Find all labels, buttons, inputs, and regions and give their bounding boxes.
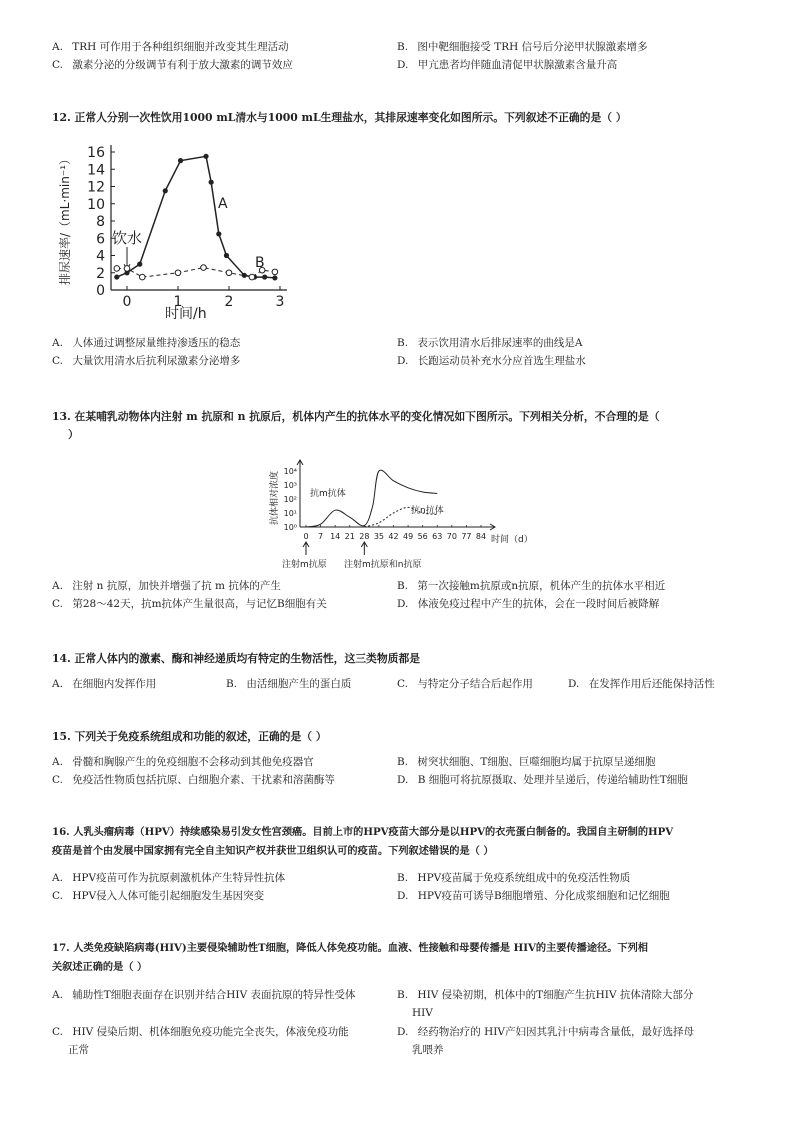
option-text: HIV 侵染后期、机体细胞免疫功能完全丧失，体液免疫功能 [72, 1026, 349, 1038]
q11-option-c [52, 58, 293, 72]
option-text: 图中靶细胞接受 TRH 信号后分泌甲状腺激素增多 [417, 41, 648, 53]
option-text: 大量饮用清水后抗利尿激素分泌增多 [72, 355, 241, 367]
q12-stem: 12. 正常人分别一次性饮用1000 mL清水与1000 mL生理盐水，其排尿速率变化如图所示。下列叙述不正确的是（ ） [52, 111, 627, 124]
option-letter: C. [52, 355, 63, 367]
option-letter: D. [397, 774, 409, 786]
option-text: TRH 可作用于各种组织细胞并改变其生理活动 [72, 41, 289, 53]
x-tick-label: 77 [461, 532, 472, 541]
series-A-point [224, 253, 229, 258]
arrow-label-mn: 注射m抗原和n抗原 [344, 560, 422, 570]
option-letter: B. [226, 678, 238, 690]
option-text: HPV疫苗可作为抗原刺激机体产生特异性抗体 [72, 872, 286, 884]
q16-option-b [397, 871, 630, 885]
x-tick-label: 35 [373, 532, 385, 541]
q13-stem-line2: ） [68, 428, 79, 441]
urine-rate-chart [55, 135, 295, 325]
q16-stem-line2: 疫苗是首个由发展中国家拥有完全自主知识产权并获世卫组织认可的疫苗。下列叙述错误的是（ ） [52, 845, 494, 857]
series-B-point [140, 274, 146, 280]
option-letter: D. [397, 1026, 409, 1038]
y-tick-label: 12 [87, 179, 105, 196]
q11-option-d [397, 58, 617, 72]
q17-option-b-cont: HIV [412, 1007, 433, 1019]
series-A-point [209, 180, 214, 185]
y-tick-label: 10⁰ [283, 523, 297, 532]
series-A-point [262, 274, 267, 279]
x-tick-label: 21 [344, 532, 355, 541]
x-tick-label: 7 [318, 532, 324, 541]
series-a-label: A [218, 196, 228, 212]
option-text: 由活细胞产生的蛋白质 [246, 678, 352, 690]
x-tick-label: 70 [446, 532, 457, 541]
option-text: 人体通过调整尿量维持渗透压的稳态 [72, 337, 241, 349]
q13-option-d [397, 597, 659, 611]
x-tick-label: 56 [417, 532, 428, 541]
y-tick-label: 10 [87, 196, 105, 213]
option-letter: D. [397, 59, 409, 71]
x-tick-label: 2 [224, 294, 234, 310]
series-A-point [137, 262, 142, 267]
q17-option-c [52, 1025, 349, 1039]
antibody-chart-xlabel: 时间（d） [491, 535, 533, 545]
urine-rate-chart-xlabel: 时间/h [165, 306, 207, 322]
q12-option-d [397, 354, 586, 368]
q17-option-d [397, 1025, 694, 1039]
q11-option-b [397, 40, 648, 54]
series-m-label: 抗m抗体 [310, 489, 346, 499]
option-text: HPV疫苗可诱导B细胞增殖、分化成浆细胞和记忆细胞 [417, 890, 670, 902]
option-text: 第一次接触m抗原或n抗原，机体产生的抗体水平相近 [417, 580, 666, 592]
q15-option-b [397, 755, 655, 769]
series-B-point [226, 270, 232, 276]
y-tick-label: 0 [96, 283, 105, 299]
q13-option-b [397, 579, 665, 593]
option-letter: A. [52, 41, 63, 53]
option-letter: A. [52, 989, 63, 1001]
series-A-point [216, 231, 221, 236]
x-tick-label: 84 [475, 532, 487, 541]
q14-stem: 14. 正常人体内的激素、酶和神经递质均有特定的生物活性，这三类物质都是 [52, 652, 421, 665]
x-tick-label: 3 [275, 294, 285, 310]
y-tick-label: 2 [96, 265, 105, 282]
option-letter: C. [52, 1026, 63, 1038]
y-tick-label: 10⁴ [283, 467, 297, 476]
option-letter: A. [52, 678, 63, 690]
urine-rate-chart-ticks [87, 145, 284, 310]
series-n-label: 抗n抗体 [411, 506, 444, 516]
y-tick-label: 10¹ [283, 509, 297, 518]
option-text: 树突状细胞、T细胞、巨噬细胞均属于抗原呈递细胞 [417, 756, 656, 768]
option-letter: B. [397, 41, 409, 53]
q16-option-a [52, 871, 285, 885]
series-B-point [249, 274, 255, 280]
x-tick-label: 49 [402, 532, 414, 541]
q12-option-c [52, 354, 240, 368]
q17-option-a [52, 988, 356, 1002]
antibody-chart-ticks [284, 467, 486, 541]
series-b-label: B [255, 255, 265, 271]
option-text: B 细胞可将抗原摄取、处理并呈递后，传递给辅助性T细胞 [417, 774, 688, 786]
series-A-point [178, 158, 183, 163]
series-B-point [114, 266, 120, 272]
option-text: 免疫活性物质包括抗原、白细胞介素、干扰素和溶菌酶等 [72, 774, 335, 786]
option-text: 辅助性T细胞表面存在识别并结合HIV 表面抗原的特异性受体 [72, 989, 356, 1001]
option-letter: C. [52, 59, 63, 71]
q17-option-c-cont: 正常 [68, 1044, 89, 1056]
option-letter: B. [397, 989, 409, 1001]
y-tick-label: 4 [96, 248, 105, 265]
q16-option-d [397, 889, 670, 903]
option-letter: B. [397, 337, 409, 349]
x-tick-label: 63 [432, 532, 443, 541]
option-text: 经药物治疗的 HIV产妇因其乳汁中病毒含量低，最好选择母 [417, 1026, 694, 1038]
urine-rate-chart-series [114, 154, 278, 281]
q16-option-c [52, 889, 264, 903]
y-tick-label: 6 [96, 231, 105, 248]
q12-option-b [397, 336, 583, 350]
q17-option-b [397, 988, 693, 1002]
option-text: 第28～42天，抗m抗体产生量很高，与记忆B细胞有关 [72, 598, 327, 610]
q17-option-d-cont: 乳喂养 [412, 1044, 444, 1056]
y-tick-label: 14 [87, 162, 105, 179]
option-letter: A. [52, 756, 63, 768]
option-letter: D. [397, 355, 409, 367]
option-letter: A. [52, 337, 63, 349]
q15-option-c [52, 773, 335, 787]
x-tick-label: 1 [173, 294, 183, 310]
urine-rate-chart-ylabel: 排尿速率/（mL·min⁻¹） [58, 152, 72, 285]
series-B-point [272, 269, 278, 275]
option-text: 骨髓和胸腺产生的免疫细胞不会移动到其他免疫器官 [72, 756, 314, 768]
series-A-line [117, 156, 275, 278]
option-letter: D. [397, 890, 409, 902]
series-A-point [163, 188, 168, 193]
y-tick-label: 10² [283, 495, 297, 504]
q13-option-a [52, 579, 281, 593]
q15-option-d [397, 773, 688, 787]
q14-option-c [397, 677, 533, 691]
x-tick-label: 14 [330, 532, 341, 541]
y-tick-label: 16 [87, 145, 105, 161]
q15-option-a [52, 755, 314, 769]
y-tick-label: 10³ [283, 481, 297, 490]
option-letter: C. [397, 678, 408, 690]
option-letter: B. [397, 580, 409, 592]
option-text: 注射 n 抗原，加快并增强了抗 m 抗体的产生 [72, 580, 281, 592]
option-text: 体液免疫过程中产生的抗体，会在一段时间后被降解 [417, 598, 660, 610]
option-text: HIV 侵染初期，机体中的T细胞产生抗HIV 抗体清除大部分 [417, 989, 694, 1001]
antibody-chart [262, 455, 542, 573]
option-text: HPV侵入人体可能引起细胞发生基因突变 [72, 890, 265, 902]
option-letter: D. [568, 678, 580, 690]
option-letter: A. [52, 580, 63, 592]
q14-option-d [568, 677, 715, 691]
urine-rate-chart-annotation: 饮水 [112, 229, 143, 247]
x-tick-label: 28 [359, 532, 370, 541]
option-text: HPV疫苗属于免疫系统组成中的免疫活性物质 [417, 872, 631, 884]
option-letter: A. [52, 872, 63, 884]
series-A-point [272, 275, 277, 280]
q12-option-a [52, 336, 240, 350]
arrow-label-m: 注射m抗原 [282, 560, 327, 570]
option-letter: C. [52, 774, 63, 786]
q16-stem-line1: 16. 人乳头瘤病毒（HPV）持续感染易引发女性宫颈癌。目前上市的HPV疫苗大部分是以HPV的衣壳蛋白制备的。我国自主研制的HPV [52, 826, 674, 838]
x-tick-label: 42 [388, 532, 399, 541]
series-A-point [203, 154, 208, 159]
series-B-point [124, 266, 130, 272]
q15-stem: 15. 下列关于免疫系统组成和功能的叙述，正确的是（ ） [52, 730, 327, 743]
option-text: 在发挥作用后还能保持活性 [588, 678, 715, 690]
option-letter: B. [397, 756, 409, 768]
y-tick-label: 8 [96, 214, 105, 230]
x-tick-label: 0 [122, 294, 132, 310]
option-text: 激素分泌的分级调节有利于放大激素的调节效应 [72, 59, 293, 71]
option-text: 在细胞内发挥作用 [72, 678, 157, 690]
q17-stem-line2: 关叙述正确的是（ ） [52, 961, 148, 973]
option-text: 甲亢患者均伴随血清促甲状腺激素含量升高 [417, 59, 618, 71]
series-B-point [201, 265, 207, 271]
option-text: 表示饮用清水后排尿速率的曲线是A [417, 337, 583, 349]
series-A-point [114, 274, 119, 279]
q11-option-a [52, 40, 289, 54]
q14-option-b [226, 677, 351, 691]
q14-option-a [52, 677, 156, 691]
antibody-chart-ylabel: 抗体相对浓度 [270, 470, 280, 525]
option-text: 长跑运动员补充水分应首选生理盐水 [417, 355, 586, 367]
series-B-point [175, 270, 181, 276]
option-text: 与特定分子结合后起作用 [417, 678, 533, 690]
q17-stem-line1: 17. 人类免疫缺陷病毒(HIV)主要侵染辅助性T细胞，降低人体免疫功能。血液、性接触和母婴传播是 HIV的主要传播途径。下列相 [52, 942, 648, 954]
option-letter: B. [397, 872, 409, 884]
q13-option-c [52, 597, 327, 611]
option-letter: D. [397, 598, 409, 610]
q13-stem: 13. 在某哺乳动物体内注射 m 抗原和 n 抗原后，机体内产生的抗体水平的变化情况如下图所示。下列相关分析，不合理的是（ [52, 410, 660, 423]
option-letter: C. [52, 598, 63, 610]
x-tick-label: 0 [303, 532, 309, 541]
option-letter: C. [52, 890, 63, 902]
